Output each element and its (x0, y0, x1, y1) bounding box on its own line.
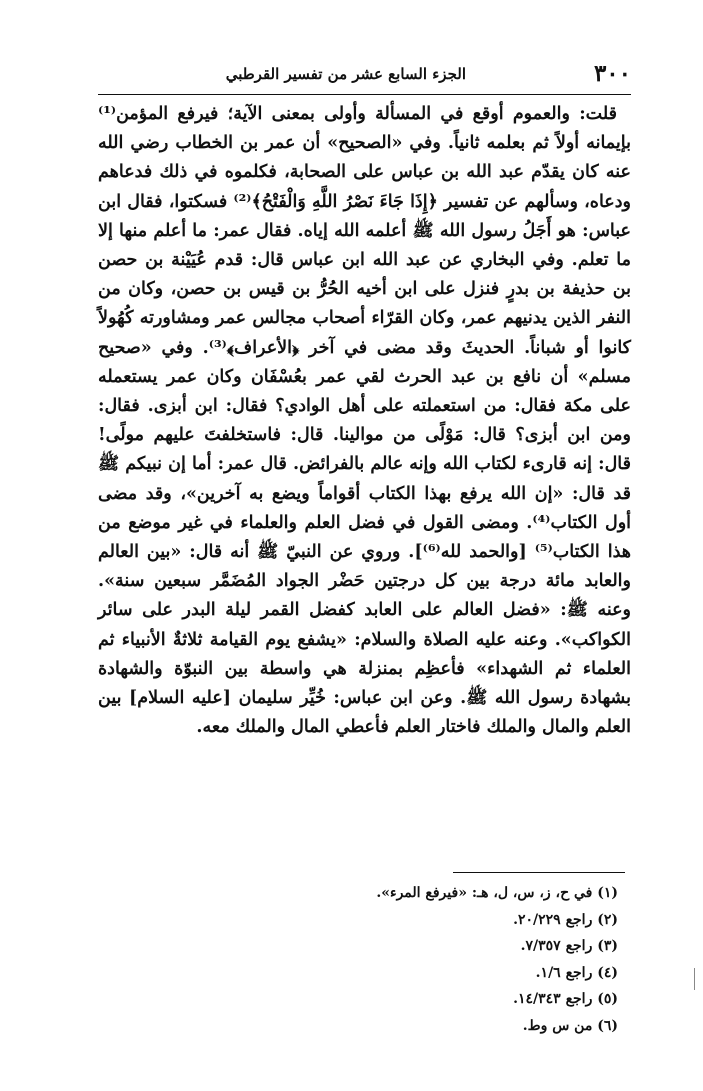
footnote-item: (١) في ح، ز، س، ل، هـ: «فيرفع المرء». (376, 885, 618, 901)
footnote-item: (٥) راجع ١٤/٣٤٣. (513, 991, 618, 1008)
header-divider (98, 94, 631, 95)
body-paragraph-text: قلت: والعموم أوقع في المسألة وأولى بمعنى الآية؛ فيرفع المؤمن⁽¹⁾ بإيمانه أولاً ثم بعلمه ثانياً. وفي «الصحيح» أن عمر بن الخطاب رضي الله عنه كان يقدّم عبد الله بن عباس على الصحابة، فكلموه في ذلك فدعاهم ودعاه، وسألهم عن تفسير ﴿إِذَا جَاءَ نَصْرُ اللَّهِ وَالْفَتْحُ﴾⁽²⁾ فسكتوا، فقال ابن عباس: هو أَجَلُ رسول الله ﷺ أعلمه الله إياه. فقال عمر: ما أعلم منها إلا ما تعلم. وفي البخاري عن عبد الله ابن عباس قال: قدم عُيَيْنة بن حصن بن حذيفة بن بدرٍ فنزل على ابن أخيه الحُرُّ بن قيس بن حصن، وكان من النفر الذين يدنيهم عمر، وكان القرّاء أصحاب مجالس عمر ومشاورته كُهُولاً كانوا أو شباناً. الحديثَ وقد مضى في آخر ﴿الأعراف﴾⁽³⁾. وفي «صحيح مسلم» أن نافع بن عبد الحرث لقي عمر بعُسْفَان وكان عمر يستعمله على مكة فقال: من استعملته على أهل الوادي؟ فقال: ابن أبزى. فقال: ومن ابن أبزى؟ قال: مَوْلًى من موالينا. قال: فاستخلفتَ عليهم مولًى! قال: إنه قارىء لكتاب الله وإنه عالم بالفرائض. قال عمر: أما إن نبيكم ﷺ قد قال: «إن الله يرفع بهذا الكتاب أقواماً ويضع به آخرين»، وقد مضى أول الكتاب⁽⁴⁾. ومضى القول في فضل العلم والعلماء في غير موضع من هذا الكتاب⁽⁵⁾ [والحمد لله⁽⁶⁾]. وروي عن النبيّ ﷺ أنه قال: «بين العالم والعابد مائة درجة بين كل درجتين حَضْر الجواد المُضَمَّر سبعين سنة». وعنه ﷺ: «فضل العالم على العابد كفضل القمر ليلة البدر على سائر الكواكب». وعنه عليه الصلاة والسلام: «يشفع يوم القيامة ثلاثةٌ الأنبياء ثم العلماء ثم الشهداء» فأعظِم بمنزلة هي واسطة بين النبوّة والشهادة بشهادة رسول الله ﷺ. وعن ابن عباس: خُيِّر سليمان [عليه السلام] بين العلم والمال والملك فاختار العلم فأعطي المال والملك معه. (98, 104, 632, 738)
footnote-item: (٦) من س وط. (522, 1017, 618, 1034)
footnotes-list (300, 880, 618, 1040)
footnote-item: (٣) راجع ٧/٣٥٧. (520, 938, 618, 955)
running-title: الجزء السابع عشر من تفسير القرطبي (225, 65, 466, 83)
page-number: ٣٠٠ (593, 60, 631, 87)
footnote-divider (453, 872, 625, 873)
page-header (96, 60, 631, 90)
footnote-item: (٢) راجع ٢٠/٢٢٩. (513, 911, 618, 928)
scan-edge-mark (694, 968, 695, 990)
footnote-item: (٤) راجع ١/٦. (535, 964, 618, 981)
body-paragraph (98, 100, 631, 742)
main-text (98, 100, 631, 742)
